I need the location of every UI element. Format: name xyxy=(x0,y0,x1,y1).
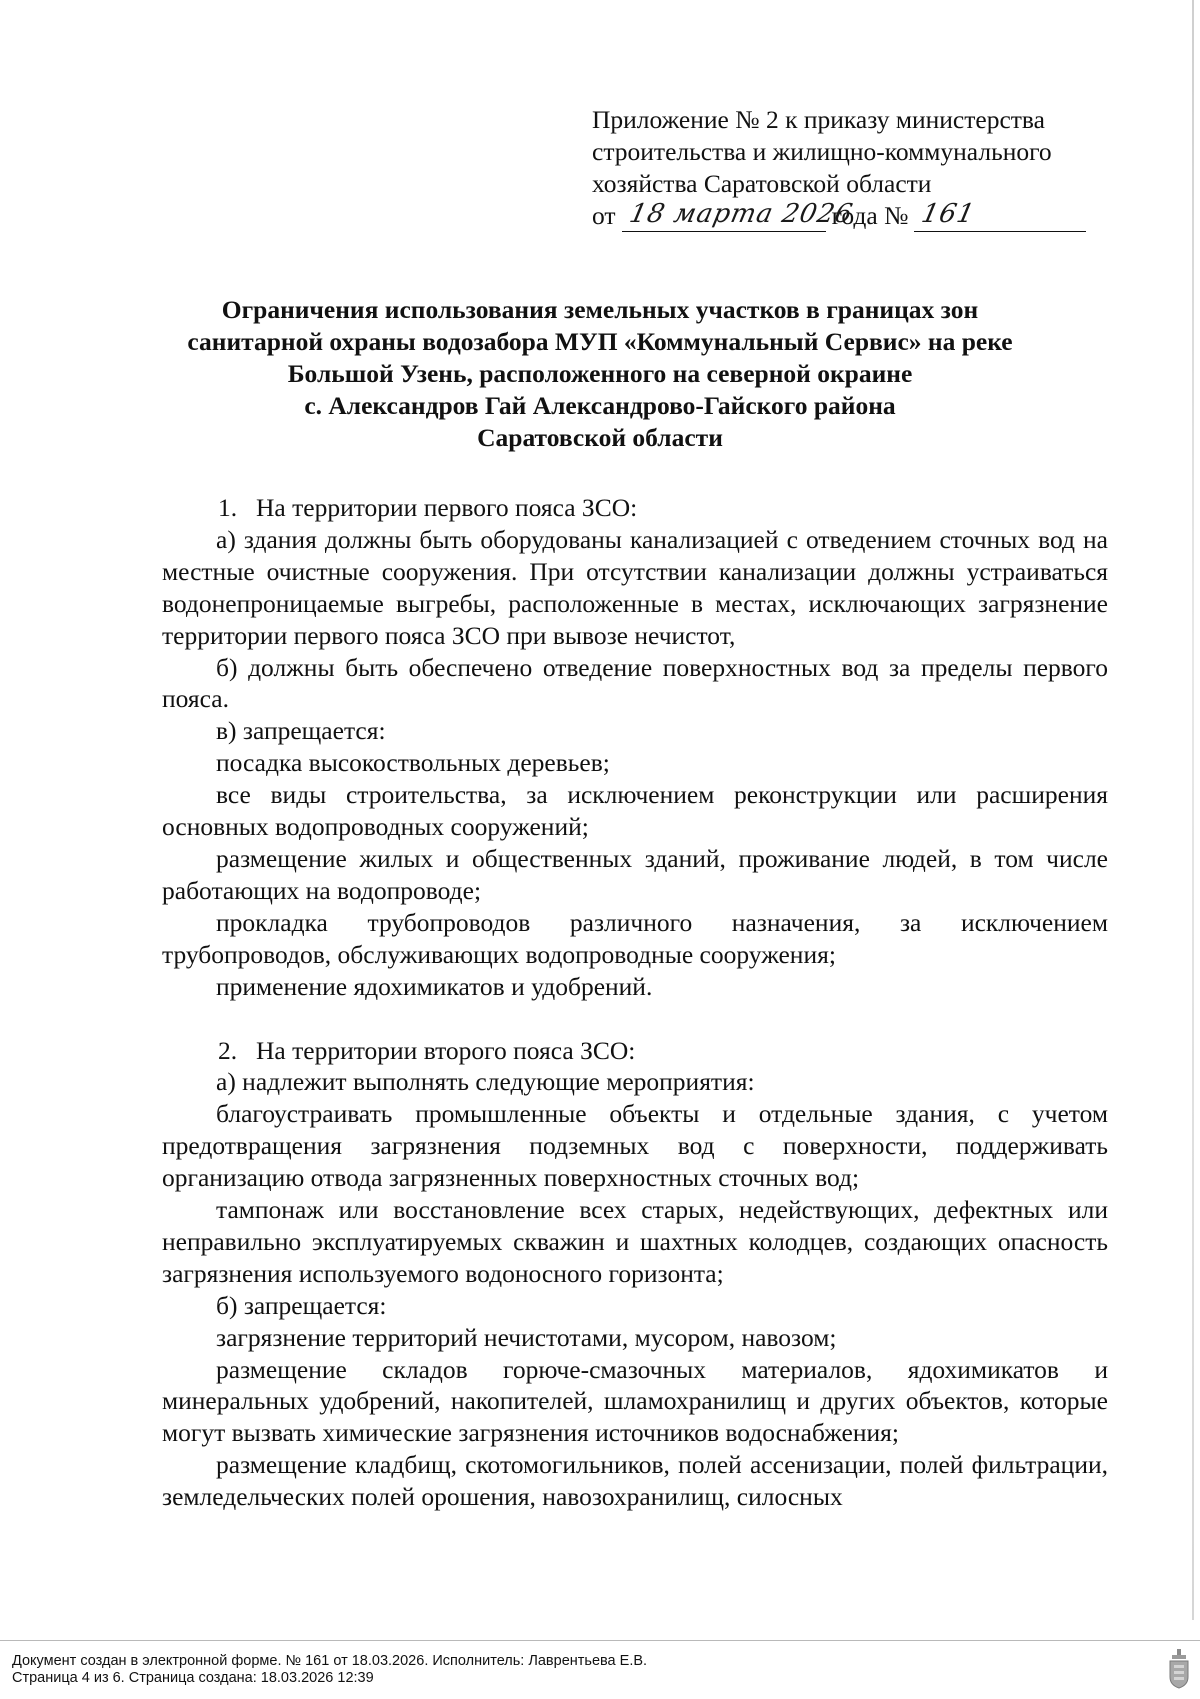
section-2-measure-2: тампонаж или восстановление всех старых, недействующих, дефектных или неправильно эксплуатируемых скважин и шахтных колодцев, создающих опасность загрязнения используемого водоносного горизонта; xyxy=(162,1195,1108,1288)
footer-text xyxy=(12,1653,647,1687)
appendix-line-3: хозяйства Саратовской области xyxy=(592,169,932,198)
section-1-item-b: б) должны быть обеспечено отведение поверхностных вод за пределы первого пояса. xyxy=(162,652,1108,714)
section-1-prohibition-4: прокладка трубопроводов различного назначения, за исключением трубопроводов, обслуживающих водопроводные сооружения; xyxy=(162,907,1108,969)
title-line-2: санитарной охраны водозабора МУП «Коммунальный Сервис» на реке xyxy=(187,327,1013,356)
section-2-prohibition-1: загрязнение территорий нечистотами, мусором, навозом; xyxy=(216,1322,837,1352)
appendix-header xyxy=(592,104,1112,232)
document-body xyxy=(162,492,1108,1513)
section-2-prohibition-3: размещение кладбищ, скотомогильников, полей ассенизации, полей фильтрации, земледельческих полей орошения, навозохранилищ, силосных xyxy=(162,1450,1108,1512)
footer-line-2: Страница 4 из 6. Страница создана: 18.03.2026 12:39 xyxy=(12,1670,374,1686)
section-2-heading xyxy=(162,1035,1108,1067)
handwritten-number: 161 xyxy=(919,199,979,229)
date-blank xyxy=(622,199,856,232)
section-1-prohibition-2: все виды строительства, за исключением реконструкции или расширения основных водопроводных сооружений; xyxy=(162,780,1108,842)
appendix-line-1: Приложение № 2 к приказу министерства xyxy=(592,105,1045,134)
document-footer xyxy=(0,1640,1200,1699)
title-line-4: с. Александров Гай Александрово-Гайского района xyxy=(304,391,896,420)
section-2-number: 2. xyxy=(218,1035,238,1065)
section-1-heading xyxy=(162,492,1108,524)
section-1-heading-text: На территории первого пояса ЗСО: xyxy=(256,493,638,522)
section-2-item-a: а) надлежит выполнять следующие мероприятия: xyxy=(216,1067,755,1097)
number-blank xyxy=(914,199,1086,232)
footer-line-1: Документ создан в электронной форме. № 161 от 18.03.2026. Исполнитель: Лаврентьева Е.В. xyxy=(12,1653,648,1669)
section-2-prohibition-2: размещение складов горюче-смазочных материалов, ядохимикатов и минеральных удобрений, накопителей, шламохранилищ и других объектов, которые могут вызвать химические загрязнения источников водоснабжения; xyxy=(162,1354,1108,1448)
year-number-label: года № xyxy=(831,201,909,230)
section-1-prohibition-1: посадка высокоствольных деревьев; xyxy=(216,748,610,778)
title-line-1: Ограничения использования земельных участков в границах зон xyxy=(221,295,979,324)
section-1-prohibition-5: применение ядохимикатов и удобрений. xyxy=(216,971,653,1001)
appendix-line-2: строительства и жилищно-коммунального xyxy=(592,137,1052,166)
title-line-5: Саратовской области xyxy=(477,423,723,452)
section-2-measure-1: благоустраивать промышленные объекты и отдельные здания, с учетом предотвращения загрязнения подземных вод с поверхности, поддерживать организацию отвода загрязненных поверхностных сточных вод; xyxy=(162,1099,1108,1193)
coat-of-arms-icon xyxy=(1168,1649,1190,1689)
section-2-item-b: б) запрещается: xyxy=(216,1290,387,1320)
handwritten-date: 18 марта 2026 xyxy=(626,199,856,229)
section-gap xyxy=(162,1003,1108,1035)
from-label: от xyxy=(592,201,616,230)
section-1-item-c: в) запрещается: xyxy=(216,716,386,746)
scan-edge xyxy=(1192,0,1194,1620)
section-2-heading-text: На территории второго пояса ЗСО: xyxy=(256,1035,636,1065)
title-line-3: Большой Узень, расположенного на северной окраине xyxy=(287,359,913,388)
document-title xyxy=(150,294,1050,454)
section-1-item-a: а) здания должны быть оборудованы канализацией с отведением сточных вод на местные очистные сооружения. При отсутствии канализации должны устраиваться водонепроницаемые выгребы, расположенные в местах, исключающих загрязнение территории первого пояса ЗСО при вывозе нечистот, xyxy=(162,524,1108,650)
order-date-number-line xyxy=(592,200,1112,232)
section-1-number: 1. xyxy=(218,493,238,522)
section-1-prohibition-3: размещение жилых и общественных зданий, проживание людей, в том числе работающих на водопроводе; xyxy=(162,843,1108,905)
